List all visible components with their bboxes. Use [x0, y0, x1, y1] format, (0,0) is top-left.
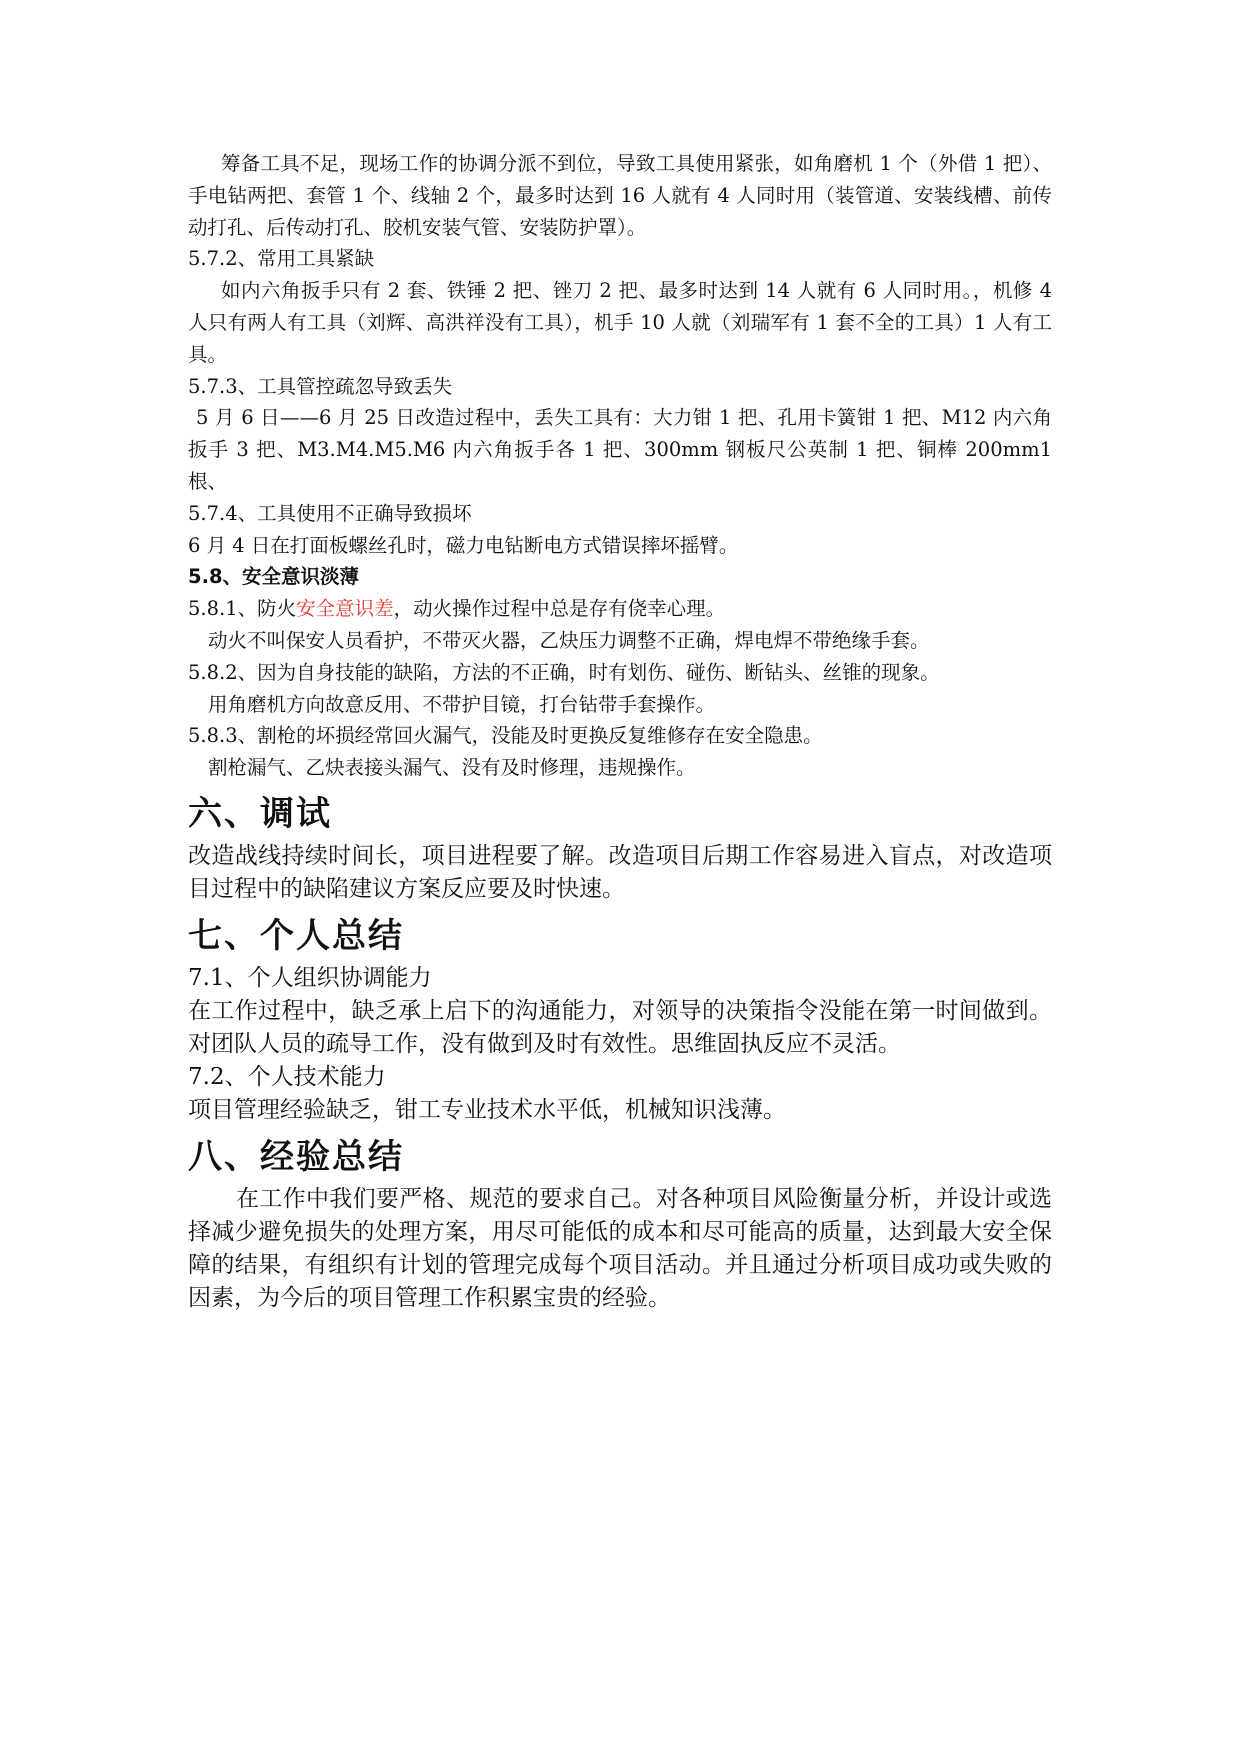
heading-5-7-3: 5.7.3、工具管控疏忽导致丢失	[188, 374, 453, 398]
heading-5-8-1-prefix: 5.8.1、防火	[188, 597, 297, 621]
document-page	[188, 148, 1052, 1315]
paragraph-common-tools: 如内六角扳手只有 2 套、铁锤 2 把、锉刀 2 把、最多时达到 14 人就有 6 人同时用。，机修 4 人只有两人有工具（刘辉、高洪祥没有工具），机手 10 人就（刘瑞军有 1 套不全的工具）1 人有工具。	[188, 279, 1052, 366]
heading-5-8-1-suffix: ，动火操作过程中总是存有侥幸心理。	[393, 597, 726, 621]
heading-7-2: 7.2、个人技术能力	[188, 1063, 386, 1090]
paragraph-tool-shortage: 筹备工具不足，现场工作的协调分派不到位，导致工具使用紧张，如角磨机 1 个（外借 1 把）、手电钻两把、套管 1 个、线轴 2 个，最多时达到 16 人就有 4 人同时用（装管道、安装线槽、前传动打孔、后传动打孔、胶机安装气管、安装防护罩）。	[188, 152, 1052, 239]
paragraph-grinder-misuse: 用角磨机方向故意反用、不带护目镜，打台钻带手套操作。	[208, 692, 716, 716]
section-heading-personal-summary: 七、个人总结	[188, 915, 404, 956]
paragraph-coordination: 在工作过程中，缺乏承上启下的沟通能力，对领导的决策指令没能在第一时间做到。对团队人员的疏导工作，没有做到及时有效性。思维固执反应不灵活。	[188, 997, 1052, 1057]
section-heading-debugging: 六、调试	[188, 793, 332, 834]
paragraph-torch-leak: 割枪漏气、乙炔表接头漏气、没有及时修理，违规操作。	[208, 756, 696, 780]
paragraph-lost-tools: 5 月 6 日——6 月 25 日改造过程中，丢失工具有：大力钳 1 把、孔用卡簧钳 1 把、M12 内六角扳手 3 把、M3.M4.M5.M6 内六角扳手各 1 把、300mm 钢板尺公英制 1 把、铜棒 200mm1 根、	[188, 406, 1052, 493]
paragraph-fire-safety: 动火不叫保安人员看护，不带灭火器，乙炔压力调整不正确，焊电焊不带绝缘手套。	[208, 628, 930, 652]
heading-5-8: 5.8、安全意识淡薄	[188, 565, 360, 589]
heading-5-8-1	[188, 593, 1052, 625]
heading-5-7-2: 5.7.2、常用工具紧缺	[188, 247, 375, 271]
highlighted-phrase: 安全意识差	[296, 597, 394, 621]
heading-7-1: 7.1、个人组织协调能力	[188, 964, 432, 991]
paragraph-experience: 在工作中我们要严格、规范的要求自己。对各种项目风险衡量分析，并设计或选择减少避免损失的处理方案，用尽可能低的成本和尽可能高的质量，达到最大安全保障的结果，有组织有计划的管理完成每个项目活动。并且通过分析项目成功或失败的因素，为今后的项目管理工作积累宝贵的经验。	[188, 1185, 1052, 1311]
heading-5-8-2: 5.8.2、因为自身技能的缺陷，方法的不正确，时有划伤、碰伤、断钻头、丝锥的现象。	[188, 660, 940, 684]
paragraph-debugging: 改造战线持续时间长，项目进程要了解。改造项目后期工作容易进入盲点，对改造项目过程中的缺陷建议方案反应要及时快速。	[188, 842, 1052, 902]
heading-5-7-4: 5.7.4、工具使用不正确导致损坏	[188, 501, 472, 525]
paragraph-tool-damage: 6 月 4 日在打面板螺丝孔时，磁力电钻断电方式错误摔坏摇臂。	[188, 533, 739, 557]
section-heading-experience: 八、经验总结	[188, 1136, 404, 1177]
heading-5-8-3: 5.8.3、割枪的坏损经常回火漏气，没能及时更换反复维修存在安全隐患。	[188, 724, 823, 748]
paragraph-technical: 项目管理经验缺乏，钳工专业技术水平低，机械知识浅薄。	[188, 1096, 786, 1123]
